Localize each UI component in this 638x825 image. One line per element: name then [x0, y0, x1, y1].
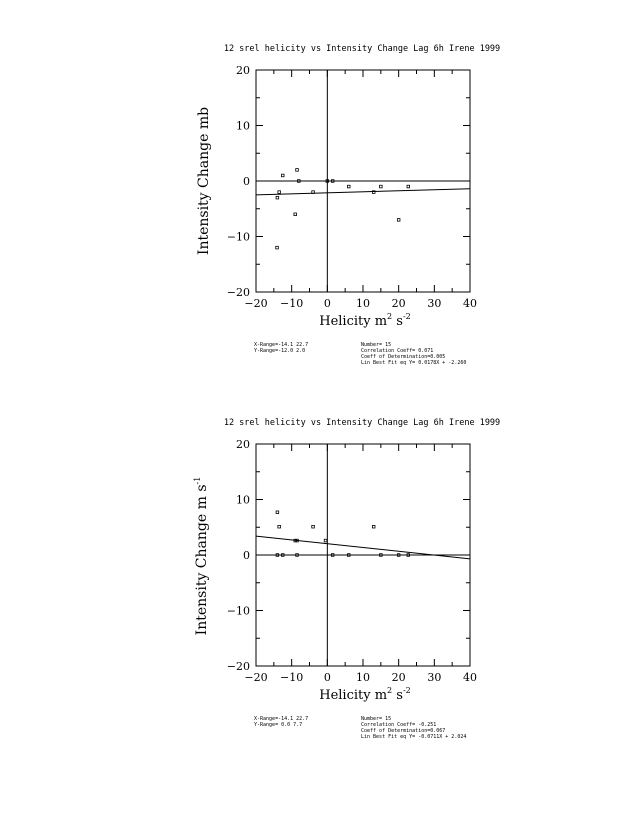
stats-correlation: Correlation Coeff= -0.251	[361, 722, 437, 728]
stats-y-range: Y-Range=-12.0 2.0	[254, 348, 306, 354]
y-tick-label: 20	[236, 64, 250, 77]
chart-top	[196, 44, 500, 366]
data-point	[372, 525, 375, 528]
axis-ticks	[227, 438, 477, 684]
x-axis-label	[319, 686, 411, 703]
data-point	[278, 191, 281, 194]
x-tick-label: −20	[244, 671, 268, 684]
stats-determination: Coeff of Determination=0.005	[361, 354, 446, 360]
x-axis-label-main: Helicity m	[319, 688, 388, 703]
x-axis-label-main: Helicity m	[319, 314, 388, 329]
stats-correlation: Correlation Coeff= 0.071	[361, 348, 434, 354]
y-axis-label-main: Intensity Change mb	[196, 106, 212, 256]
data-marks	[256, 511, 470, 559]
x-tick-label: 0	[323, 671, 331, 684]
best-fit-line	[256, 189, 470, 195]
data-point	[294, 213, 297, 216]
x-axis-label-sup2: -2	[402, 312, 411, 321]
y-tick-label: 0	[243, 175, 250, 188]
x-axis-label-sup2: -2	[402, 686, 411, 695]
stats-fit-equation: Lin Best Fit eq Y= 0.0178X + -2.260	[361, 360, 467, 366]
x-tick-label: 20	[391, 297, 406, 310]
stats-determination: Coeff of Determination=0.067	[361, 728, 446, 734]
x-tick-label: −10	[280, 297, 304, 310]
y-axis-label-sup: -1	[193, 476, 202, 485]
data-point	[312, 191, 315, 194]
x-tick-label: 10	[356, 297, 370, 310]
y-tick-label: 10	[236, 493, 250, 507]
data-point	[397, 219, 400, 222]
data-point	[380, 185, 383, 188]
x-tick-label: −10	[280, 671, 304, 684]
y-axis-label	[193, 477, 210, 636]
stats-x-range: X-Range=-14.1 22.7	[254, 342, 309, 348]
x-axis-label-mid: s	[392, 314, 403, 329]
y-axis-label-main: Intensity Change m s	[194, 484, 210, 636]
data-point	[372, 191, 375, 194]
y-tick-label: −20	[226, 286, 250, 299]
chart-title: 12 srel helicity vs Intensity Change Lag 6h Irene 1999	[223, 418, 501, 428]
x-tick-label: 10	[356, 671, 370, 684]
x-tick-label: 30	[427, 671, 442, 684]
stats-y-range: Y-Range= 0.0 7.7	[254, 722, 303, 728]
y-tick-label: 0	[243, 549, 250, 562]
x-tick-label: −20	[244, 297, 268, 310]
stats-fit-equation: Lin Best Fit eq Y= -0.0711X + 2.024	[361, 734, 467, 740]
data-point	[347, 185, 350, 188]
data-point	[276, 511, 279, 514]
y-tick-label: 20	[236, 438, 250, 451]
data-point	[407, 185, 410, 188]
y-tick-label: −10	[226, 230, 250, 244]
chart-bottom	[193, 418, 500, 740]
axis-ticks	[227, 64, 477, 310]
data-point	[278, 525, 281, 528]
data-point	[281, 174, 284, 177]
stats-number: Number= 15	[361, 716, 392, 722]
x-tick-label: 30	[427, 297, 442, 310]
data-point	[276, 246, 279, 249]
y-tick-label: −10	[226, 604, 250, 618]
x-axis-label-sup1: 2	[387, 312, 393, 321]
chart-title: 12 srel helicity vs Intensity Change Lag 6h Irene 1999	[223, 44, 501, 54]
x-axis-label-sup1: 2	[387, 686, 393, 695]
x-axis-label	[319, 312, 411, 329]
x-tick-label: 20	[391, 671, 406, 684]
y-tick-label: 10	[236, 119, 250, 133]
x-tick-label: 40	[463, 297, 477, 310]
stats-number: Number= 15	[361, 342, 392, 348]
y-axis-label	[196, 107, 212, 255]
data-point	[296, 169, 299, 172]
data-point	[312, 525, 315, 528]
stats-x-range: X-Range=-14.1 22.7	[254, 716, 309, 722]
y-tick-label: −20	[226, 660, 250, 673]
x-axis-label-mid: s	[392, 688, 403, 703]
x-tick-label: 0	[323, 297, 331, 310]
data-point	[324, 539, 327, 542]
x-tick-label: 40	[463, 671, 477, 684]
data-point	[276, 196, 279, 199]
